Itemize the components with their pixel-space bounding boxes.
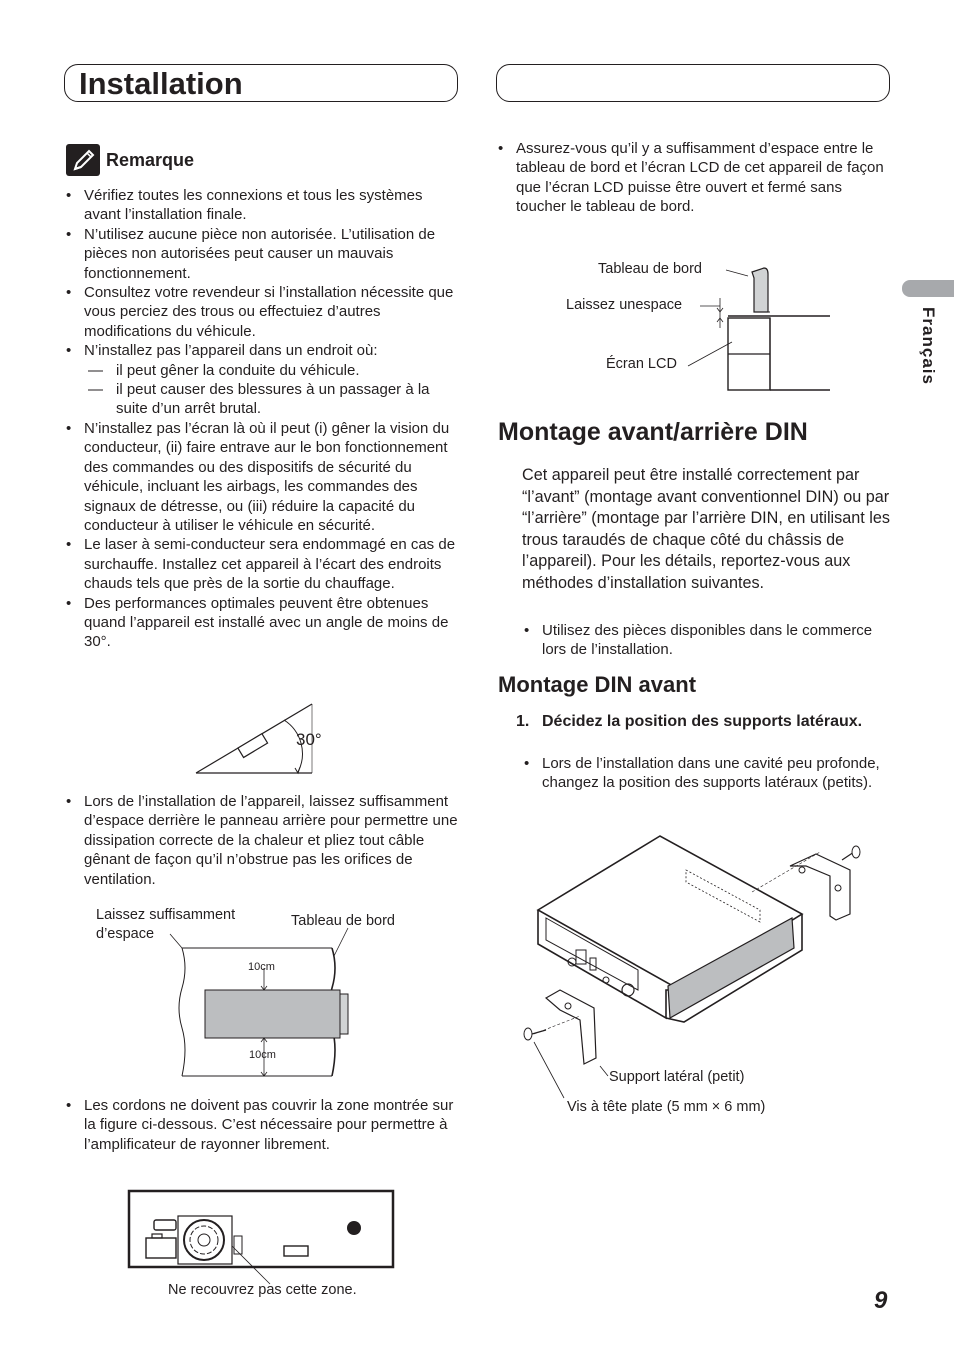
cord-bullet: • Les cordons ne doivent pas couvrir la zone montrée sur la figure ci-dessous. C’est nécessaire pour permettre à l’amplificateur de rayonner librement. [64, 1096, 462, 1154]
rear-panel-caption: Ne recouvrez pas cette zone. [168, 1282, 357, 1298]
note-item: • N’installez pas l’appareil dans un endroit où: — il peut gêner la conduite du véhicule. — il peut causer des blessures à un passager à la suite d’un arrêt brutal. [64, 341, 462, 419]
note-item: • Des performances optimales peuvent être obtenues quand l’appareil est installé avec un angle de moins de 30°. [64, 594, 462, 652]
section-title: Montage avant/arrière DIN [498, 418, 808, 446]
language-tab [902, 280, 954, 297]
step-1 [516, 711, 876, 732]
space-label-2: d’espace [96, 926, 155, 942]
note-subitem: — il peut gêner la conduite du véhicule. [84, 361, 462, 380]
page-header-left [64, 64, 458, 102]
lcd-dashboard-label: Tableau de bord [598, 261, 702, 277]
lcd-screen-label: Écran LCD [606, 356, 677, 372]
section-bullet-container [522, 621, 892, 660]
subsection-title: Montage DIN avant [498, 672, 697, 697]
note-list-container [64, 186, 462, 652]
page-title: Installation [79, 66, 243, 101]
note-title: Remarque [106, 150, 195, 170]
ventilation-paragraph [64, 792, 462, 889]
dashboard-label: Tableau de bord [291, 913, 395, 929]
step-bullet-container [522, 754, 892, 793]
note-subitem: — il peut causer des blessures à un passager à la suite d’un arrêt brutal. [84, 380, 462, 419]
step-bullet: • Lors de l’installation dans une cavité peu profonde, changez la position des supports latéraux (petits). [522, 754, 892, 793]
clearance-bullet: • Assurez-vous qu’il y a suffisamment d’espace entre le tableau de bord et l’écran LCD de cet appareil de façon que l’écran LCD puisse être ouvert et fermé sans toucher le tableau de bord. [496, 139, 890, 217]
note-pencil-icon [66, 144, 100, 176]
ventilation-bullet: • Lors de l’installation de l’appareil, laissez suffisamment d’espace derrière le panneau arrière pour permettre une dissipation correcte de la chaleur et pliez tout câble gênant de façon qu’il n’obstrue pas les orifices de ventilation. [64, 792, 462, 889]
note-item: • N’installez pas l’écran là où il peut (i) gêner la vision du conducteur, (ii) faire entrave aur le bon fonctionnement des commandes ou des dispositifs de sécurité du véhicule, incluant les airbags, les commandes des signaux de détresse, ou (iii) réduire la capacité du conducteur à utiliser le véhicule en sécurité. [64, 419, 462, 535]
note-item: • Consultez votre revendeur si l’installation nécessite que vous perciez des trous ou effectuiez d’autres modifications du véhicule. [64, 283, 462, 341]
lcd-clearance-figure [688, 262, 848, 392]
lcd-space-label: Laissez unespace [566, 297, 683, 313]
rear-panel-figure [128, 1190, 396, 1280]
step-number: 1. [516, 713, 530, 730]
page-header-right [496, 64, 890, 102]
note-item: • N’utilisez aucune pièce non autorisée. L’utilisation de pièces non autorisées peut causer un mauvais fonctionnement. [64, 225, 462, 283]
language-label: Français [919, 307, 938, 385]
page-number: 9 [874, 1287, 888, 1314]
angle-label: 30° [296, 730, 322, 749]
bracket-label: Support latéral (petit) [609, 1069, 745, 1085]
note-item: • Le laser à semi-conducteur sera endommagé en cas de surchauffe. Installez cet appareil à l’écart des endroits chauds tels que près de la sortie du chauffage. [64, 535, 462, 593]
screw-label: Vis à tête plate (5 mm × 6 mm) [567, 1099, 766, 1115]
note-item: • Vérifiez toutes les connexions et tous les systèmes avant l’installation finale. [64, 186, 462, 225]
note-sublist [84, 361, 462, 419]
note-list [64, 186, 462, 652]
dimension-bottom: 10cm [249, 1049, 276, 1061]
dimension-top: 10cm [248, 961, 275, 973]
space-label-1: Laissez suffisamment [96, 907, 236, 923]
cord-paragraph [64, 1096, 462, 1154]
section-bullet: • Utilisez des pièces disponibles dans le commerce lors de l’installation. [522, 621, 892, 660]
section-paragraph: Cet appareil peut être installé correctement par “l’avant” (montage avant conventionnel DIN) ou par “l’arrière” (montage par l’arrière DIN, en utilisant les trous taraudés de chaque côté du châssis de l’appareil). Pour les détails, reportez-vous aux méthodes d’installation suivantes. [522, 466, 890, 592]
step-text: Décidez la position des supports latéraux. [542, 713, 863, 730]
clearance-paragraph [496, 139, 890, 217]
